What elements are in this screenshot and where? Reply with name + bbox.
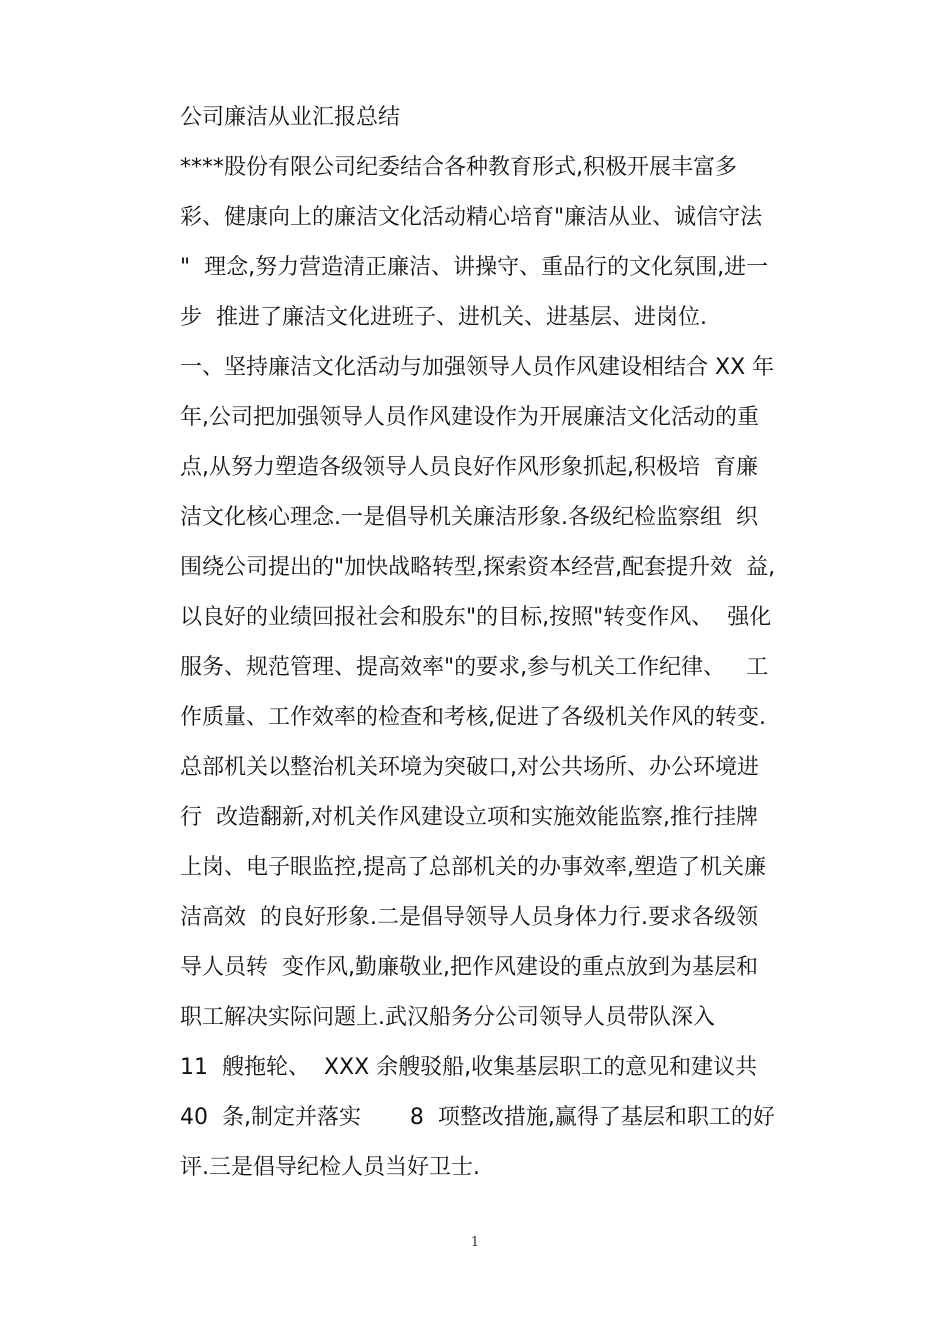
body-line: 围绕公司提出的"加快战略转型,探索资本经营,配套提升效 益, bbox=[180, 555, 776, 580]
section-heading-line: 一、坚持廉洁文化活动与加强领导人员作风建设相结合 XX 年 bbox=[180, 355, 775, 380]
body-line: 40 条,制定并落实 8 项整改措施,赢得了基层和职工的好 bbox=[180, 1105, 775, 1130]
body-line: 洁文化核心理念.一是倡导机关廉洁形象.各级纪检监察组 织 bbox=[180, 505, 758, 530]
body-line: 年,公司把加强领导人员作风建设作为开展廉洁文化活动的重 bbox=[180, 405, 759, 430]
body-line: 作质量、工作效率的检查和考核,促进了各级机关作风的转变. bbox=[180, 705, 766, 730]
body-line: 总部机关以整治机关环境为突破口,对公共场所、办公环境进 bbox=[180, 755, 759, 780]
body-line: 点,从努力塑造各级领导人员良好作风形象抓起,积极培 育廉 bbox=[180, 455, 758, 480]
body-line: ****股份有限公司纪委结合各种教育形式,积极开展丰富多 bbox=[180, 155, 737, 180]
body-line: 评.三是倡导纪检人员当好卫士. bbox=[180, 1155, 480, 1180]
body-line: 洁高效 的良好形象.二是倡导领导人员身体力行.要求各级领 bbox=[180, 905, 758, 930]
body-line: 彩、健康向上的廉洁文化活动精心培育"廉洁从业、诚信守法 bbox=[180, 205, 763, 230]
body-line: 导人员转 变作风,勤廉敬业,把作风建设的重点放到为基层和 bbox=[180, 955, 758, 980]
body-line: 步 推进了廉洁文化进班子、进机关、进基层、进岗位. bbox=[180, 305, 707, 330]
body-line: 上岗、电子眼监控,提高了总部机关的办事效率,塑造了机关廉 bbox=[180, 855, 766, 880]
body-line: 行 改造翻新,对机关作风建设立项和实施效能监察,推行挂牌 bbox=[180, 805, 758, 830]
body-line: 职工解决实际问题上.武汉船务分公司领导人员带队深入 bbox=[180, 1005, 715, 1030]
page-number: 1 bbox=[470, 1235, 480, 1250]
body-line: " 理念,努力营造清正廉洁、讲操守、重品行的文化氛围,进一 bbox=[180, 255, 769, 280]
body-line: 服务、规范管理、提高效率"的要求,参与机关工作纪律、 工 bbox=[180, 655, 769, 680]
body-line: 11 艘拖轮、 XXX 余艘驳船,收集基层职工的意见和建议共 bbox=[180, 1055, 758, 1080]
document-title: 公司廉洁从业汇报总结 bbox=[180, 105, 401, 130]
body-line: 以良好的业绩回报社会和股东"的目标,按照"转变作风、 强化 bbox=[180, 605, 772, 630]
